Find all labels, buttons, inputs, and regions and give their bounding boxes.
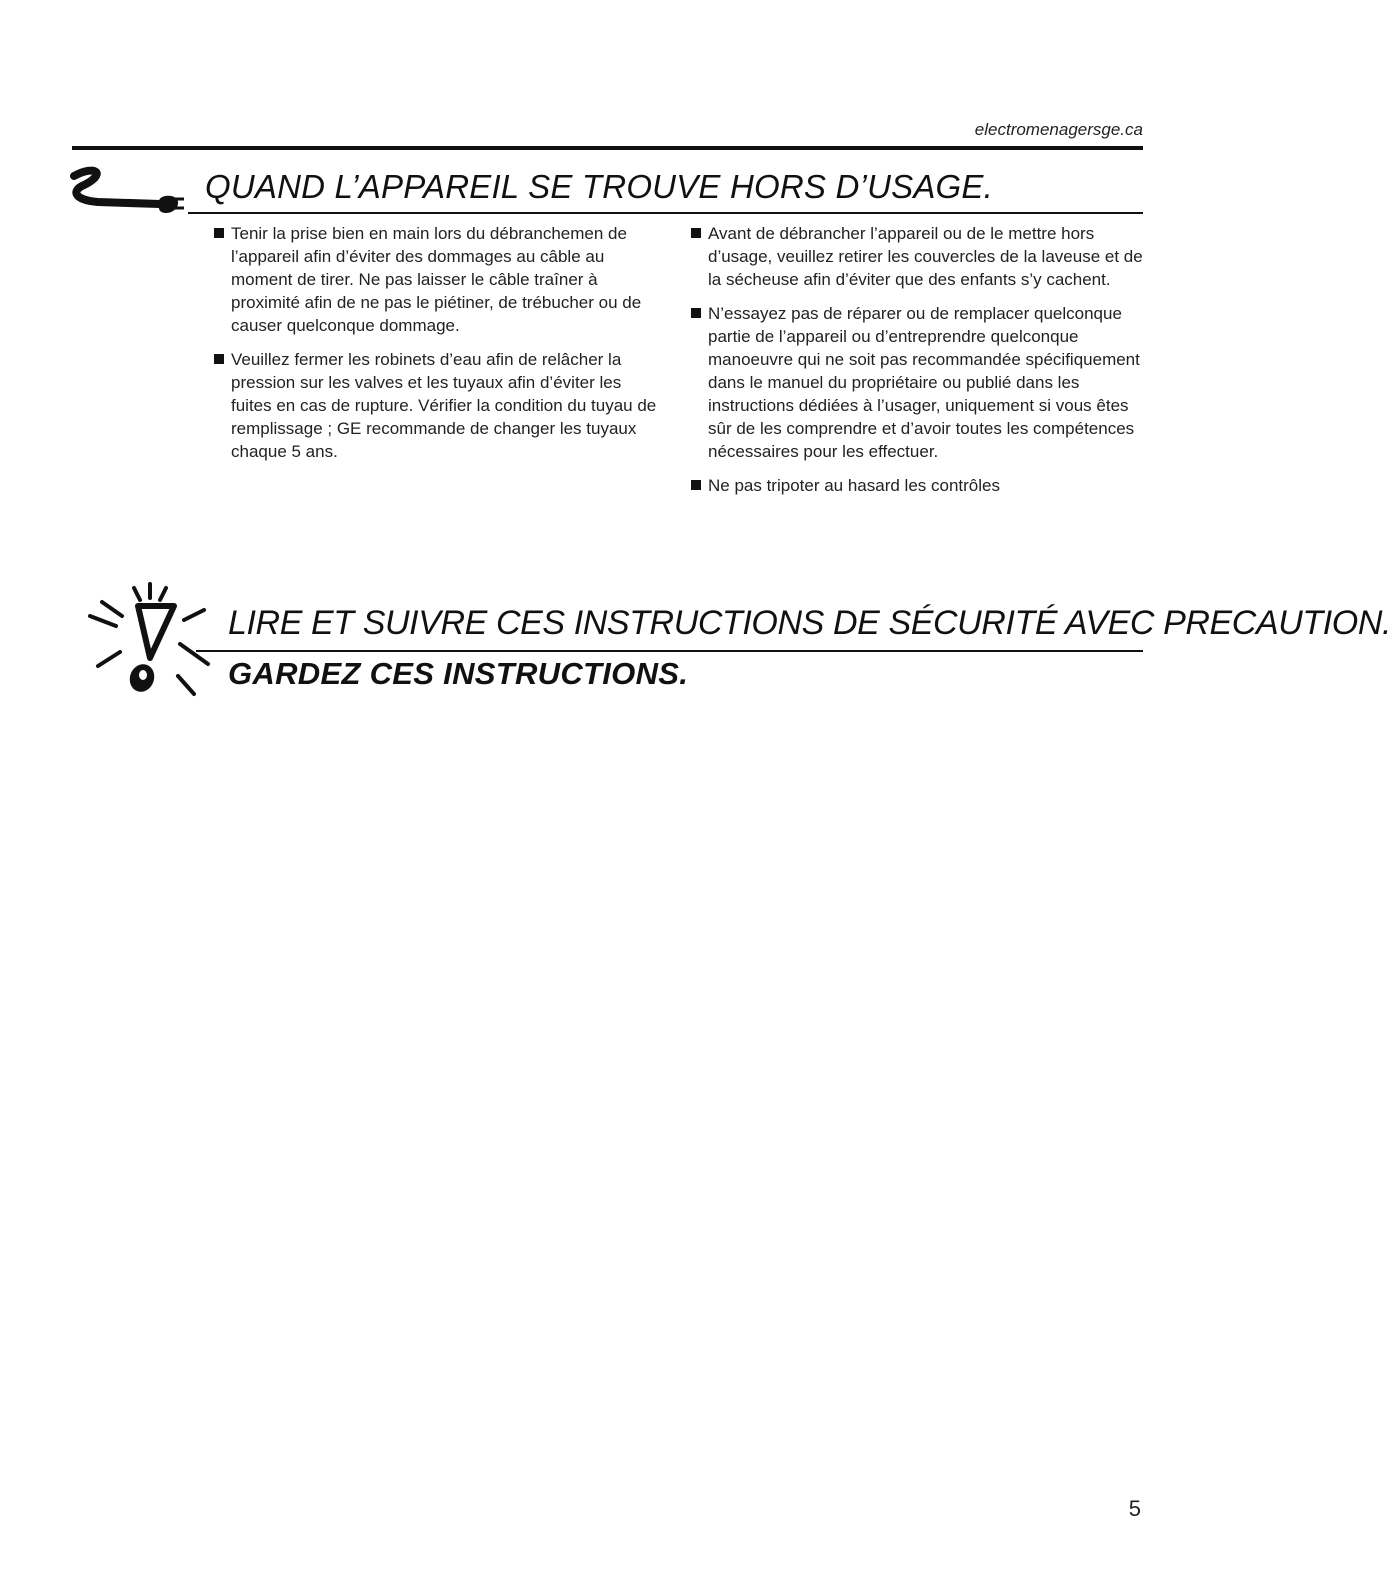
page-number: 5 xyxy=(1128,1496,1141,1521)
section-title: QUAND L’APPAREIL SE TROUVE HORS D’USAGE. xyxy=(205,168,993,205)
power-cord-plug-icon xyxy=(68,160,186,230)
left-column xyxy=(214,222,666,474)
warning-line-2: GARDEZ CES INSTRUCTIONS. xyxy=(228,656,689,691)
site-url: electromenagersge.ca xyxy=(974,120,1143,139)
warning-line-1: LIRE ET SUIVRE CES INSTRUCTIONS DE SÉCURITÉ AVEC PRECAUTION. xyxy=(228,604,1391,642)
title-rule xyxy=(188,212,1143,214)
right-column xyxy=(691,222,1151,508)
bullet-item: Tenir la prise bien en main lors du débranchemen de l’appareil afin d’éviter des dommages au câble au moment de tirer. Ne pas laisser le câble traîner à proximité afin de ne pas le piétiner, de trébucher ou de causer quelconque dommage. xyxy=(214,222,666,337)
bullet-item: N’essayez pas de réparer ou de remplacer quelconque partie de l’appareil ou d’entreprendre quelconque manoeuvre qui ne soit pas recommandée spécifiquement dans le manuel du propriétaire ou publié dans les instructions dédiées à l’usager, uniquement si vous êtes sûr de les comprendre et d’avoir toutes les compétences nécessaires pour les effectuer. xyxy=(691,302,1151,463)
bullet-item: Veuillez fermer les robinets d’eau afin de relâcher la pression sur les valves et les tuyaux afin d’éviter les fuites en cas de rupture. Vérifier la condition du tuyau de remplissage ; GE recommande de changer les tuyaux chaque 5 ans. xyxy=(214,348,666,463)
top-rule xyxy=(72,146,1143,150)
warning-rule xyxy=(196,650,1143,652)
bullet-item: Ne pas tripoter au hasard les contrôles xyxy=(691,474,1151,497)
bullet-item: Avant de débrancher l’appareil ou de le mettre hors d’usage, veuillez retirer les couvercles de la laveuse et de la sécheuse afin d’éviter que des enfants s’y cachent. xyxy=(691,222,1151,291)
exclamation-warning-icon xyxy=(86,578,214,704)
